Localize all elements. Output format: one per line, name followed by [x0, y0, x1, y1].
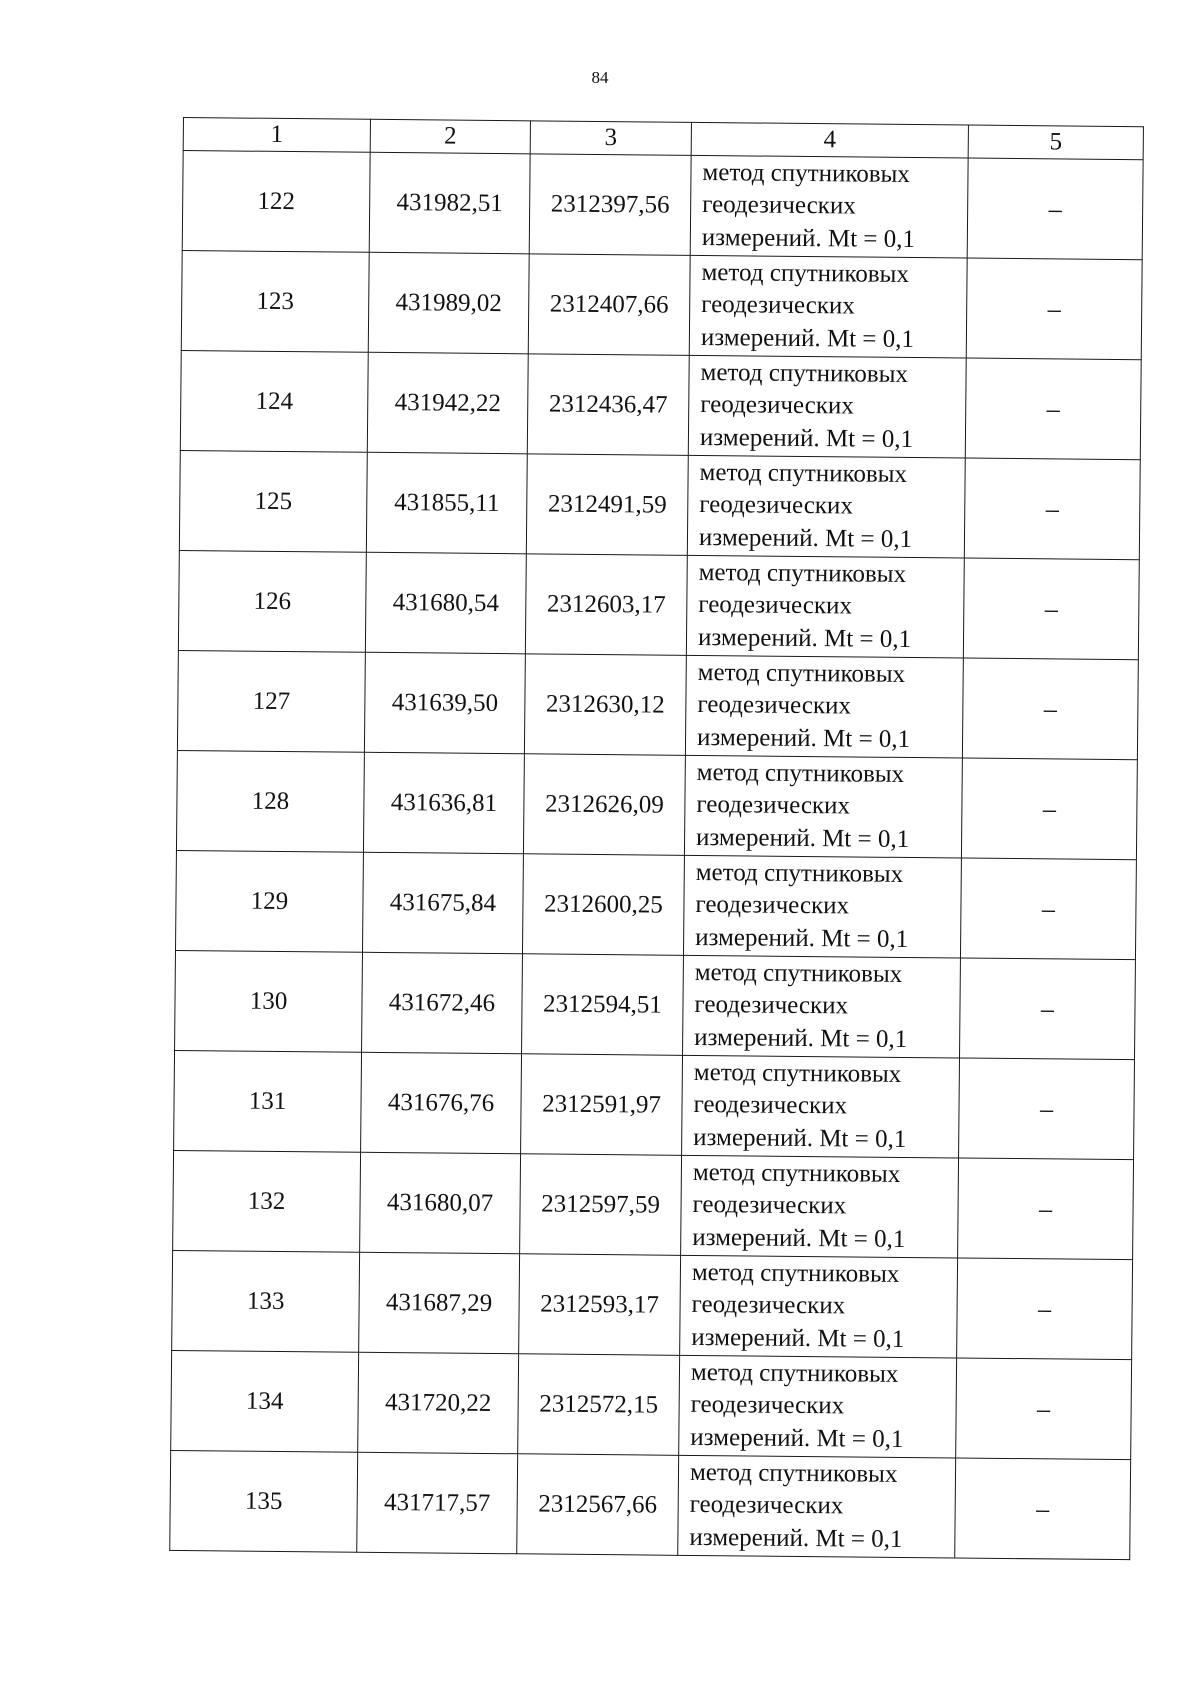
point-number-cell: 127 — [177, 650, 365, 752]
point-number-cell: 130 — [175, 950, 363, 1052]
method-line: метод спутниковых — [689, 1458, 898, 1488]
table-row — [175, 850, 1136, 959]
method-line: измерений. Mt = 0,1 — [695, 823, 910, 853]
y-coordinate-cell: 2312597,59 — [520, 1154, 682, 1256]
y-coordinate-cell: 2312491,59 — [526, 454, 688, 556]
method-line: измерений. Mt = 0,1 — [698, 523, 913, 553]
x-coordinate-cell: 431982,51 — [369, 152, 530, 254]
method-line: геодезических — [696, 791, 851, 820]
y-coordinate-cell: 2312397,56 — [529, 154, 691, 256]
method-line: измерений. Mt = 0,1 — [690, 1423, 904, 1453]
note-cell: – — [959, 1058, 1135, 1160]
note-cell: – — [956, 1358, 1132, 1460]
point-number-cell: 125 — [179, 450, 367, 552]
method-line: геодезических — [694, 991, 849, 1020]
x-coordinate-cell: 431989,02 — [368, 252, 529, 354]
method-cell — [686, 555, 964, 658]
method-line: метод спутниковых — [693, 1058, 902, 1088]
x-coordinate-cell: 431639,50 — [364, 652, 525, 754]
method-cell — [678, 1455, 956, 1558]
y-coordinate-cell: 2312626,09 — [523, 754, 685, 856]
method-line: измерений. Mt = 0,1 — [699, 423, 914, 453]
method-line: измерений. Mt = 0,1 — [697, 623, 912, 653]
method-line: измерений. Mt = 0,1 — [694, 1023, 908, 1053]
method-cell — [680, 1255, 958, 1358]
table-row — [176, 750, 1137, 859]
note-cell: – — [961, 758, 1137, 860]
method-line: метод спутниковых — [690, 1358, 899, 1388]
note-cell: – — [967, 158, 1143, 260]
method-line: геодезических — [693, 1091, 848, 1120]
method-cell — [683, 955, 961, 1058]
y-coordinate-cell: 2312593,17 — [519, 1254, 681, 1356]
x-coordinate-cell: 431680,54 — [365, 552, 526, 654]
y-coordinate-cell: 2312630,12 — [524, 654, 686, 756]
table-row — [174, 1050, 1135, 1159]
method-line: измерений. Mt = 0,1 — [691, 1323, 905, 1353]
point-number-cell: 135 — [170, 1450, 358, 1552]
point-number-cell: 132 — [173, 1150, 361, 1252]
table-row — [177, 650, 1138, 759]
method-line: метод спутниковых — [695, 858, 904, 888]
y-coordinate-cell: 2312407,66 — [528, 254, 690, 356]
method-cell — [688, 355, 966, 458]
y-coordinate-cell: 2312591,97 — [521, 1054, 683, 1156]
y-coordinate-cell: 2312572,15 — [518, 1354, 680, 1456]
point-number-cell: 124 — [180, 350, 368, 452]
method-cell — [682, 1055, 960, 1158]
method-line: метод спутниковых — [694, 958, 903, 988]
method-line: геодезических — [692, 1191, 847, 1220]
table-row — [180, 350, 1141, 459]
method-line: геодезических — [701, 291, 855, 320]
method-line: метод спутниковых — [701, 258, 910, 288]
method-line: геодезических — [698, 591, 853, 620]
method-cell — [690, 155, 968, 258]
note-cell: – — [966, 258, 1142, 360]
method-line: метод спутниковых — [698, 558, 907, 588]
note-cell: – — [964, 458, 1140, 560]
method-line: измерений. Mt = 0,1 — [700, 323, 915, 353]
y-coordinate-cell: 2312603,17 — [525, 554, 687, 656]
method-line: геодезических — [702, 191, 856, 220]
method-line: измерений. Mt = 0,1 — [701, 223, 916, 253]
method-line: геодезических — [689, 1491, 844, 1520]
x-coordinate-cell: 431680,07 — [360, 1152, 521, 1254]
note-cell: – — [960, 958, 1136, 1060]
method-line: метод спутниковых — [696, 758, 905, 788]
note-cell: – — [955, 1458, 1131, 1560]
y-coordinate-cell: 2312594,51 — [522, 954, 684, 1056]
method-line: измерений. Mt = 0,1 — [695, 923, 909, 953]
method-line: измерений. Mt = 0,1 — [693, 1123, 907, 1153]
method-line: метод спутниковых — [699, 458, 908, 488]
header-cell-4: 4 — [691, 122, 968, 158]
method-cell — [685, 655, 963, 758]
method-cell — [679, 1355, 957, 1458]
x-coordinate-cell: 431676,76 — [361, 1052, 522, 1154]
x-coordinate-cell: 431855,11 — [366, 452, 527, 554]
method-cell — [689, 255, 967, 358]
note-cell: – — [965, 358, 1141, 460]
method-line: геодезических — [695, 891, 850, 920]
y-coordinate-cell: 2312600,25 — [522, 854, 684, 956]
table-row — [170, 1450, 1131, 1559]
method-line: метод спутниковых — [702, 158, 911, 188]
coordinates-table — [169, 117, 1144, 1560]
method-line: геодезических — [700, 391, 854, 420]
method-line: геодезических — [699, 491, 854, 520]
method-line: метод спутниковых — [700, 358, 909, 388]
table-row — [172, 1250, 1133, 1359]
table-row — [171, 1350, 1132, 1459]
page-number: 84 — [591, 68, 609, 87]
x-coordinate-cell: 431942,22 — [367, 352, 528, 454]
table-body — [170, 151, 1143, 1560]
method-cell — [681, 1155, 959, 1258]
x-coordinate-cell: 431687,29 — [359, 1252, 520, 1354]
method-cell — [687, 455, 965, 558]
note-cell: – — [958, 1158, 1134, 1260]
x-coordinate-cell: 431636,81 — [363, 752, 524, 854]
point-number-cell: 131 — [174, 1050, 362, 1152]
header-cell-2: 2 — [370, 119, 530, 154]
method-line: измерений. Mt = 0,1 — [696, 723, 911, 753]
method-line: измерений. Mt = 0,1 — [689, 1523, 903, 1553]
table-row — [181, 250, 1142, 359]
point-number-cell: 123 — [181, 250, 369, 352]
header-cell-5: 5 — [968, 125, 1143, 160]
note-cell: – — [963, 558, 1139, 660]
point-number-cell: 134 — [171, 1350, 359, 1452]
method-cell — [684, 755, 962, 858]
method-line: метод спутниковых — [692, 1158, 901, 1188]
point-number-cell: 133 — [172, 1250, 360, 1352]
x-coordinate-cell: 431720,22 — [358, 1352, 519, 1454]
x-coordinate-cell: 431717,57 — [357, 1452, 518, 1554]
point-number-cell: 122 — [182, 151, 370, 253]
header-cell-1: 1 — [183, 118, 370, 153]
method-line: измерений. Mt = 0,1 — [692, 1223, 906, 1253]
y-coordinate-cell: 2312436,47 — [527, 354, 689, 456]
table-row — [179, 450, 1140, 559]
point-number-cell: 129 — [175, 850, 363, 952]
point-number-cell: 128 — [176, 750, 364, 852]
table-row — [173, 1150, 1134, 1259]
note-cell: – — [957, 1258, 1133, 1360]
table-row — [175, 950, 1136, 1059]
method-cell — [683, 855, 961, 958]
point-number-cell: 126 — [178, 550, 366, 652]
method-line: метод спутниковых — [691, 1258, 900, 1288]
table-row — [182, 151, 1143, 260]
note-cell: – — [962, 658, 1138, 760]
method-line: геодезических — [690, 1391, 845, 1420]
method-line: метод спутниковых — [697, 658, 906, 688]
method-line: геодезических — [697, 691, 852, 720]
x-coordinate-cell: 431675,84 — [362, 852, 523, 954]
table-row — [178, 550, 1139, 659]
header-cell-3: 3 — [530, 121, 691, 156]
method-line: геодезических — [691, 1291, 846, 1320]
y-coordinate-cell: 2312567,66 — [517, 1454, 679, 1556]
x-coordinate-cell: 431672,46 — [362, 952, 523, 1054]
note-cell: – — [960, 858, 1136, 960]
